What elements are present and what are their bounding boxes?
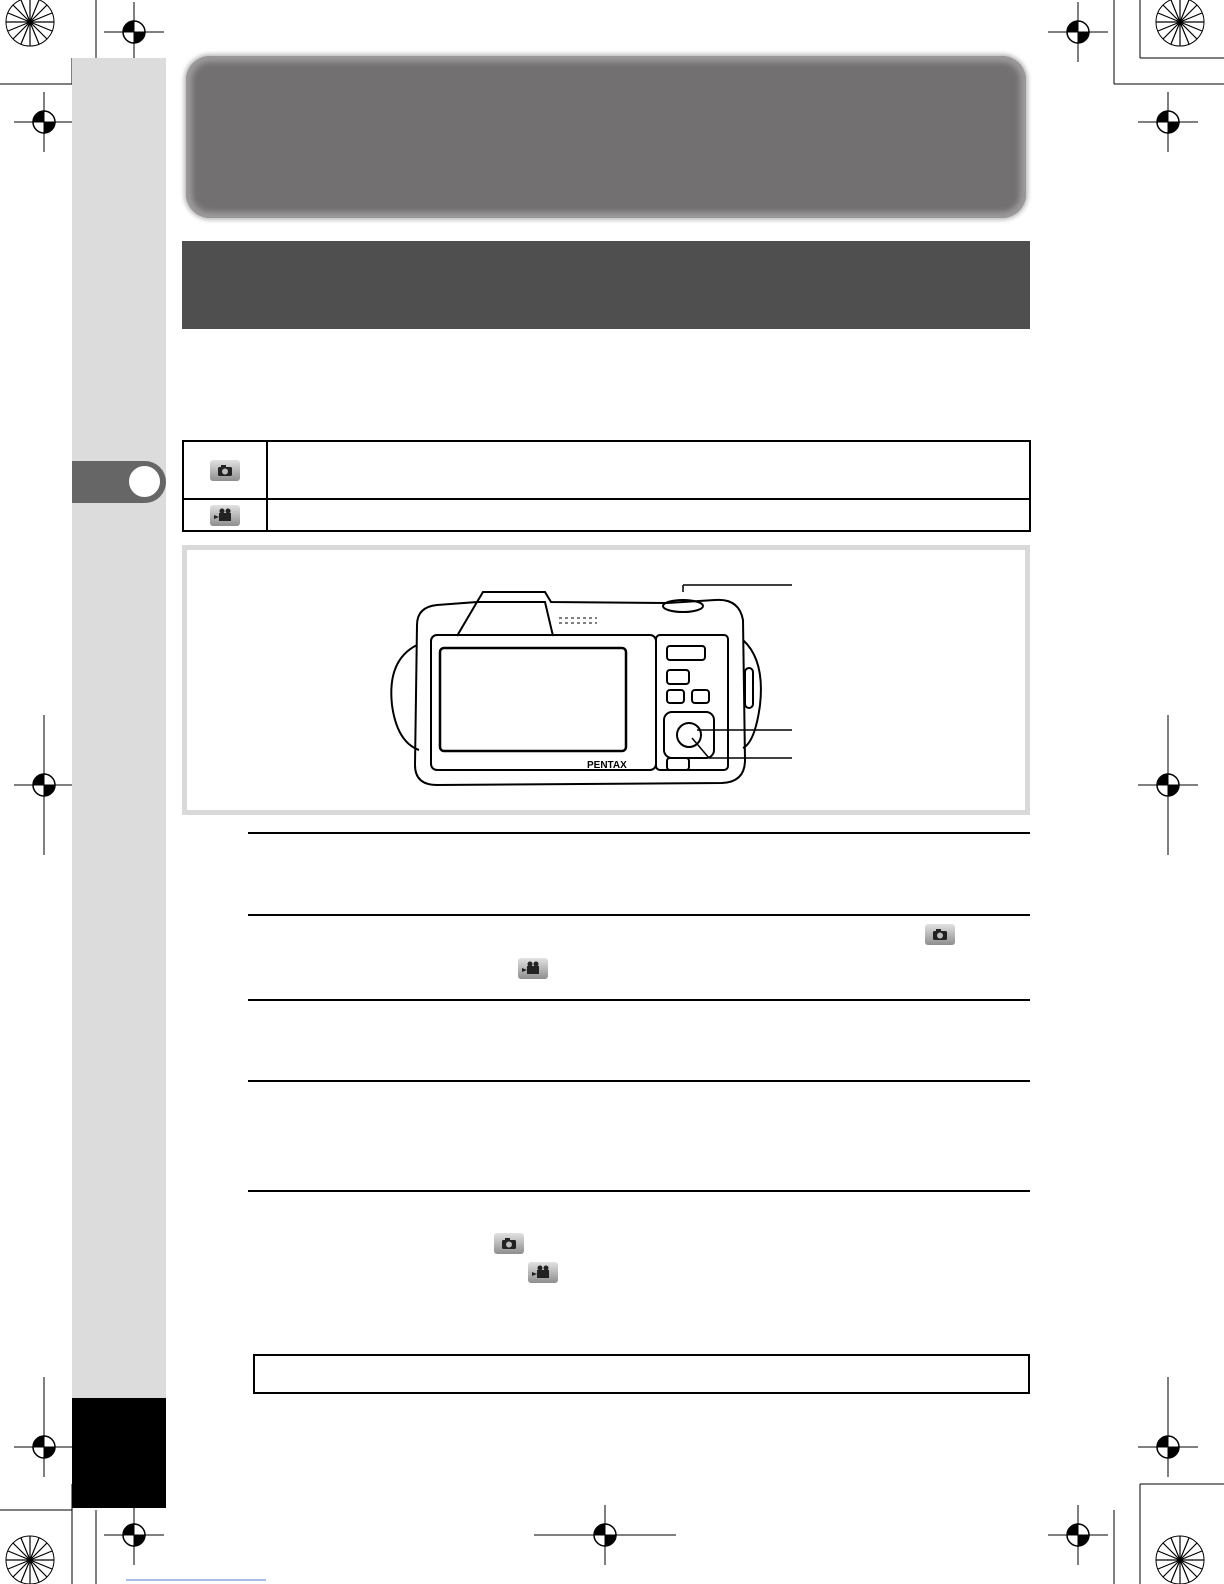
chapter-marker (127, 464, 162, 499)
note-box (253, 1354, 1030, 1394)
movie-mode-icon (210, 505, 240, 526)
table-row (183, 441, 1030, 499)
camera-mode-icon (210, 460, 240, 481)
chapter-title-banner (186, 56, 1026, 218)
movie-mode-icon (528, 1262, 558, 1283)
sidebar-strip (72, 58, 166, 1408)
camera-figure (182, 545, 1030, 815)
step-divider (248, 1190, 1030, 1192)
step-divider (248, 832, 1030, 834)
camera-mode-icon (494, 1233, 524, 1254)
step-divider (248, 914, 1030, 916)
step-divider (248, 999, 1030, 1001)
camera-back-illustration (187, 550, 1025, 810)
movie-mode-icon (518, 958, 548, 979)
mode-description (267, 441, 1030, 499)
step-divider (248, 1080, 1030, 1082)
mode-table (182, 440, 1031, 532)
section-heading-bar (182, 241, 1030, 329)
sidebar-page-block (72, 1398, 166, 1508)
camera-mode-icon (925, 924, 955, 945)
camera-brand-label: PENTAX (587, 760, 627, 771)
table-row (183, 499, 1030, 531)
mode-description (267, 499, 1030, 531)
